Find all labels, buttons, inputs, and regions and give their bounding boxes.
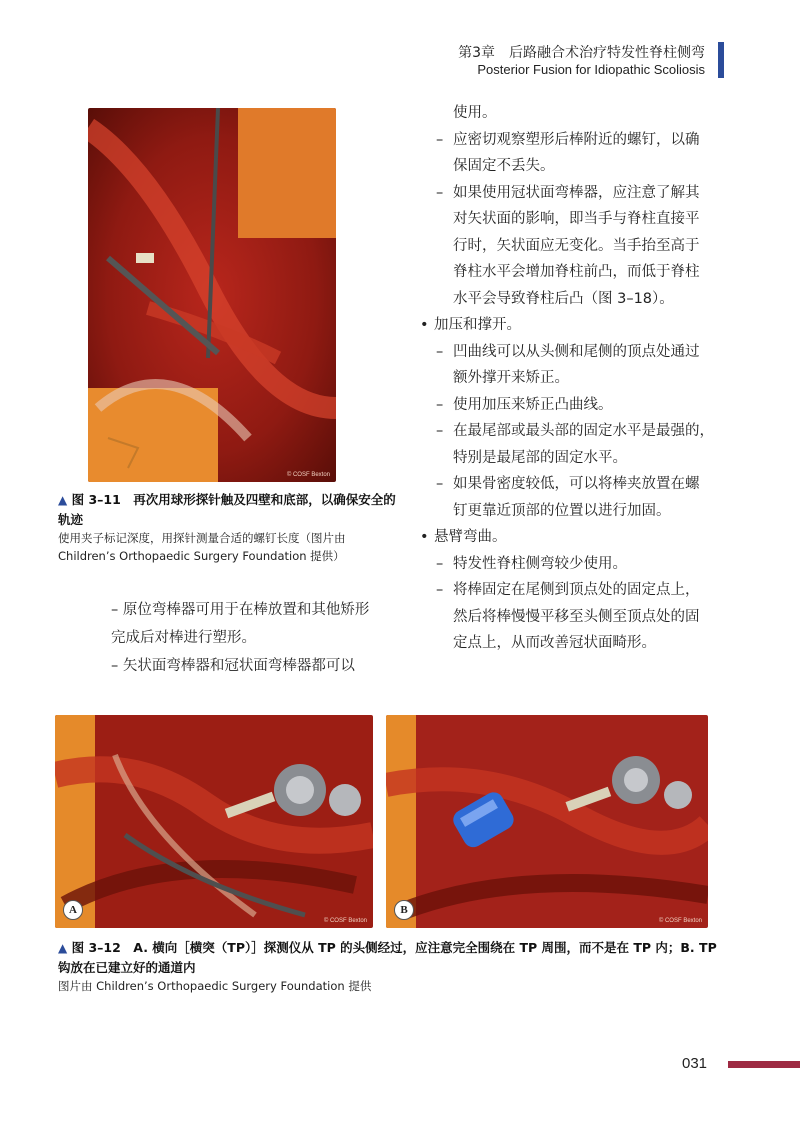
header-accent-bar [718, 42, 724, 78]
text-line: 脊柱水平会增加脊柱前凸，而低于脊柱 [453, 264, 700, 280]
page-number: 031 [682, 1055, 708, 1072]
surgical-photo-tp-probe [55, 715, 373, 928]
text-line: 保固定不丢失。 [453, 158, 555, 174]
surgical-photo-tp-hook [386, 715, 708, 928]
text-line: – 矢状面弯棒器和冠状面弯棒器都可以 [111, 658, 355, 674]
bullet-item: 悬臂弯曲。 [434, 529, 507, 545]
text-line: 行时，矢状面应无变化。当手抬至高于 [453, 237, 700, 254]
text-line: 在最尾部或最头部的固定水平是最强的， [453, 423, 714, 439]
surgical-photo-probe [88, 108, 336, 482]
text-line: 使用。 [453, 105, 497, 121]
text-line: 使用加压来矫正凸曲线。 [453, 396, 613, 413]
text-line: – 原位弯棒器可用于在棒放置和其他矫形 [111, 602, 370, 618]
caption-title: 图 3–12 A. 横向［横突（TP）］探测仪从 TP 的头侧经过，应注意完全围绕在 TP 周围，而不是在 TP 内；B. TP 钩放在已建立好的通道内 [58, 940, 717, 975]
text-line: 特发性脊柱侧弯较少使用。 [453, 555, 627, 572]
figure-3-11-photo [88, 108, 336, 482]
text-line: 定点上，从而改善冠状面畸形。 [453, 635, 656, 651]
text-line: 钉更靠近顶部的位置以进行加固。 [453, 502, 671, 519]
caption-triangle-icon: ▲ [58, 493, 68, 507]
text-line: 应密切观察塑形后棒附近的螺钉，以确 [453, 131, 700, 148]
page-accent-bar [728, 1061, 800, 1068]
caption-body: 图片由 Children’s Orthopaedic Surgery Foundation 提供 [58, 979, 372, 993]
text-line: 凹曲线可以从头侧和尾侧的顶点处通过 [453, 343, 700, 360]
text-line: 水平会导致脊柱后凸（图 3–18）。 [453, 290, 674, 307]
photo-watermark: © COSF Bexton [658, 918, 702, 924]
text-line: 如果使用冠状面弯棒器，应注意了解其 [453, 184, 700, 201]
right-column-text: 使用。 – 应密切观察塑形后棒附近的螺钉，以确 保固定不丢失。 – 如果使用冠状面弯棒器，应注意了解其 对矢状面的影响，即当手与脊柱直接平 行时，矢状面应无变化。当手抬至高于 脊柱水平会增加脊柱前凸，而低于脊柱 水平会导致脊柱后凸（图 3–18）。 • 加压和撑开。 – 凹曲线可以从头侧和尾侧的顶点处通过 额外撑开来矫正。 – 使用加压来矫正凸曲线。 – 在最尾部或最头部的固定水平是最强的， 特别是最尾部的固定水平。 – 如果骨密度较低，可以将棒夹放置在螺 钉更靠近顶部的位置以进行加固。 • 悬臂弯曲。 – 特发性脊柱侧弯较少使用。 – 将棒固定在尾侧到顶点处的固定点上， 然后将棒慢慢平移至头侧至顶点处的固 定点上，从而改善冠状面畸形。 [420, 105, 714, 651]
figure-3-12-caption [58, 938, 718, 995]
caption-title: 图 3–11 再次用球形探针触及四壁和底部，以确保安全的轨迹 [58, 492, 396, 527]
chapter-title-en: Posterior Fusion for Idiopathic Scoliosis [477, 62, 705, 77]
photo-watermark: © COSF Bexton [286, 472, 330, 478]
text-line: 如果骨密度较低，可以将棒夹放置在螺 [453, 476, 700, 492]
text-line: 将棒固定在尾侧到顶点处的固定点上， [453, 582, 700, 598]
panel-label-b: B [394, 900, 414, 920]
figure-3-12b-photo [386, 715, 708, 928]
figure-3-11-caption [58, 490, 398, 565]
text-line: 然后将棒慢慢平移至头侧至顶点处的固 [453, 608, 700, 625]
left-column-text [90, 596, 390, 680]
text-line: 完成后对棒进行塑形。 [111, 630, 256, 646]
panel-label-a: A [63, 900, 83, 920]
photo-watermark: © COSF Bexton [323, 918, 367, 924]
text-line: 特别是最尾部的固定水平。 [453, 449, 627, 466]
figure-3-12a-photo [55, 715, 373, 928]
bullet-item: 加压和撑开。 [434, 317, 521, 333]
text-line: 额外撑开来矫正。 [453, 370, 569, 386]
text-line: 对矢状面的影响，即当手与脊柱直接平 [453, 211, 700, 227]
caption-body: 使用夹子标记深度，用探针测量合适的螺钉长度（图片由Children’s Orthopaedic Surgery Foundation 提供） [58, 531, 346, 563]
chapter-title-cn: 第3章 后路融合术治疗特发性脊柱侧弯 [458, 45, 705, 61]
caption-triangle-icon: ▲ [58, 941, 68, 955]
